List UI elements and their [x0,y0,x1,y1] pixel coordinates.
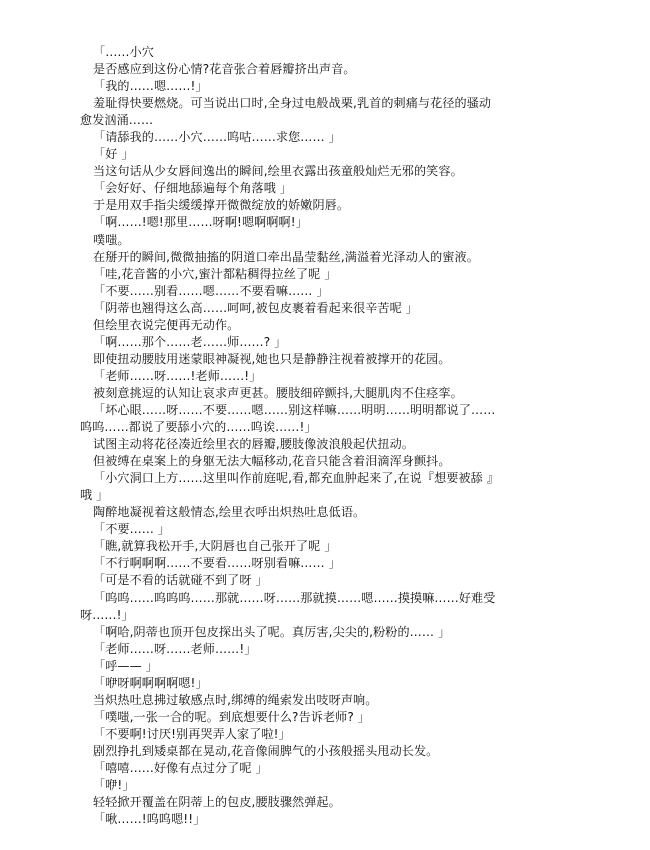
text-line: 「呼—— 」 [93,658,158,673]
text-line: 被刻意挑逗的认知让哀求声更甚。腰肢细碎颤抖,大腿肌肉不住痉挛。 [93,385,463,400]
text-line: 剧烈挣扎到矮桌都在晃动,花音像闹脾气的小孩般摇头甩动长发。 [93,743,439,758]
text-line: 呀……!」 [80,607,134,622]
text-line: 「好 」 [93,147,134,162]
text-line: 轻轻掀开覆盖在阴蒂上的包皮,腰肢骤然弹起。 [93,795,341,810]
text-line: 「啊……!嗯!那里……呀啊!嗯啊啊啊!」 [93,215,308,230]
text-line: 「老师……呀……老师……!」 [93,641,257,656]
text-line: 「噗嗤,一张一合的呢。到底想要什么?告诉老师? 」 [93,709,370,724]
text-line: 「咿!」 [93,778,135,793]
text-line: 但被缚在桌案上的身躯无法大幅移动,花音只能含着泪滴浑身颤抖。 [93,454,451,469]
text-line: 哦 」 [80,488,109,503]
text-line: 「会好好、仔细地舔遍每个角落哦 」 [93,181,293,196]
text-line: 是否感应到这份心情?花音张合着唇瓣挤出声音。 [93,62,356,77]
text-line: 「啊哈,阴蒂也顶开包皮探出头了呢。真厉害,尖尖的,粉粉的…… 」 [93,624,451,639]
text-line: 「嘻嘻……好像有点过分了呢 」 [93,760,268,775]
text-line: 在掰开的瞬间,微微抽搐的阴道口牵出晶莹黏丝,满溢着光泽动人的蜜液。 [93,249,479,264]
text-line: 「老师……呀……!老师……!」 [93,368,262,383]
text-line: 「请舔我的……小穴……呜咕……求您…… 」 [93,130,341,145]
text-line: 当炽热吐息拂过敏感点时,绑缚的绳索发出吱呀声响。 [93,692,378,707]
text-line: 「阴蒂也翘得这么高……呵呵,被包皮裹着看起来很辛苦呢 」 [93,300,418,315]
text-line: 试图主动将花径凑近绘里衣的唇瓣,腰肢像波浪般起伏扭动。 [93,437,414,452]
text-line: 即使扭动腰肢用迷蒙眼神凝视,她也只是静静注视着被撑开的花园。 [93,351,451,366]
text-line: 「可是不看的话就碰不到了呀 」 [93,573,268,588]
text-line: 「不要啊!讨厌!别再哭弄人家了啦!」 [93,726,291,741]
text-line: 噗嗤。 [93,232,130,247]
text-line: 「……小穴 [93,45,154,59]
text-line: 「坏心眼……呀……不要……嗯……别这样嘛……明明……明明都说了…… [93,402,496,417]
text-line: 「小穴洞口上方……这里叫作前庭呢,看,都充血肿起来了,在说『想要被舔 』 [93,471,499,486]
text-line: 于是用双手指尖缓缓撑开微微绽放的娇嫩阴唇。 [93,198,350,213]
text-line: 呜呜……都说了要舔小穴的……呜诶……!」 [80,420,317,435]
text-line: 当这句话从少女唇间逸出的瞬间,绘里衣露出孩童般灿烂无邪的笑容。 [93,164,463,179]
text-line: 「啊……那个……老……师……? 」 [93,334,287,349]
text-line: 「瞧,就算我松开手,大阴唇也自己张开了呢 」 [93,539,337,554]
text-line: 「不要…… 」 [93,522,171,537]
text-line: 「不行啊啊啊……不要看……呀别看嘛…… 」 [93,556,341,571]
text-line: 「哇,花音酱的小穴,蜜汁都粘稠得拉丝了呢 」 [93,266,337,281]
text-line: 「我的……嗯……!」 [93,79,208,94]
text-line: 羞耻得快要燃烧。可当说出口时,全身过电般战栗,乳首的刺痛与花径的骚动 [93,96,492,111]
text-line: 陶醉地凝视着这般情态,绘里衣呼出炽热吐息低语。 [93,505,366,520]
text-line: 「不要……别看……嗯……不要看嘛…… 」 [93,283,329,298]
text-line: 「啾……!呜呜嗯!!」 [93,812,206,827]
text-line: 愈发汹涌…… [80,113,154,128]
text-line: 「咿呀啊啊啊啊嗯!」 [93,675,208,690]
text-line: 「呜呜……呜呜呜……那就……呀……那就摸……嗯……摸摸嘛……好难受 [93,590,496,605]
text-line: 但绘里衣说完便再无动作。 [93,317,240,332]
